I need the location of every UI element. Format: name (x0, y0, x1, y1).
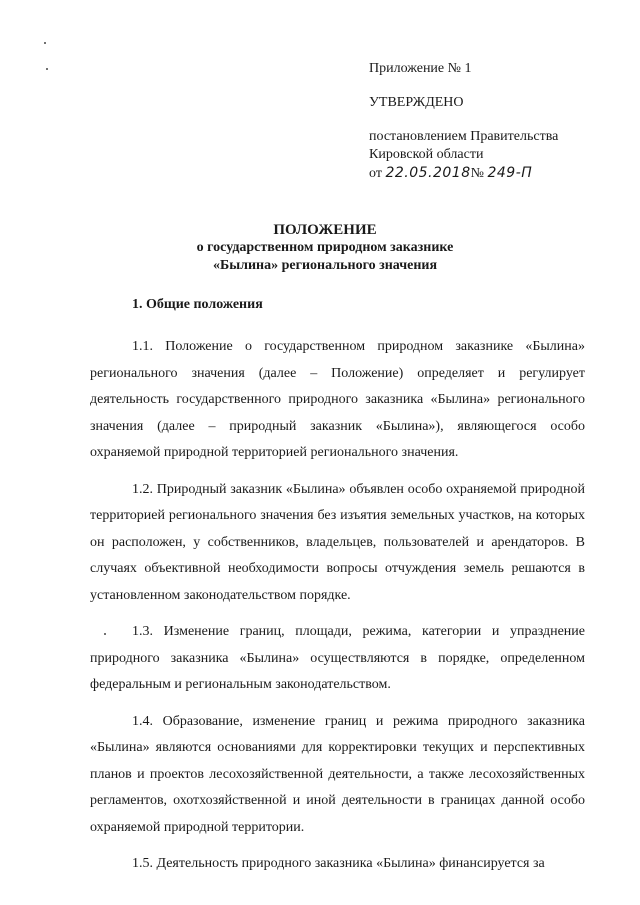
document-body (90, 334, 585, 878)
appendix-block (369, 60, 558, 183)
scan-speck (44, 42, 46, 44)
handwritten-date: 22.05.2018 (385, 165, 471, 181)
paragraph-1-2: 1.2. Природный заказник «Былина» объявлен особо охраняемой природной территорией регионального значения без изъятия земельных участков, на которых он расположен, у собственников, владельцев, пользователей и арендаторов. В случаях объективной необходимости вопросы отчуждения земель решаются в установленном законодательством порядке. (90, 481, 585, 603)
paragraph-1-5: 1.5. Деятельность природного заказника «Былина» финансируется за (132, 856, 545, 871)
appendix-number: Приложение № 1 (369, 61, 472, 76)
from-prefix: от (369, 166, 382, 181)
paragraph-1-4: 1.4. Образование, изменение границ и режима природного заказника «Былина» являются основаниями для корректировки текущих и перспективных планов и проектов лесохозяйственной деятельности, а также лесохозяйственных регламентов, охотхозяйственной и иной деятельности в границах данной особо охраняемой природной территории. (90, 713, 585, 835)
section-heading: 1. Общие положения (132, 297, 263, 312)
decree-line-1: постановлением Правительства (369, 129, 559, 144)
scan-speck (46, 68, 48, 70)
decree-date-number (369, 164, 558, 183)
approved-label: УТВЕРЖДЕНО (369, 95, 464, 110)
handwritten-number: 249-П (487, 165, 533, 181)
paragraph-1-3: 1.3. Изменение границ, площади, режима, категории и упразднение природного заказника «Былина» осуществляются в порядке, определенном федеральным и региональным законодательством. (90, 624, 585, 692)
document-title (90, 221, 560, 275)
number-prefix: № (470, 166, 484, 181)
decree-line-2: Кировской области (369, 147, 484, 162)
title-line-3: «Былина» регионального значения (212, 258, 438, 273)
paragraph-1-1: 1.1. Положение о государственном природном заказнике «Былина» регионального значения (далее – Положение) определяет и регулирует деятельность государственного природного заказника «Былина» регионального значения (далее – природный заказник «Былина»), являющегося особо охраняемой природной территорией регионального значения. (90, 339, 585, 460)
title-line-2: о государственном природном заказнике (196, 240, 454, 255)
title-main: ПОЛОЖЕНИЕ (273, 222, 377, 238)
